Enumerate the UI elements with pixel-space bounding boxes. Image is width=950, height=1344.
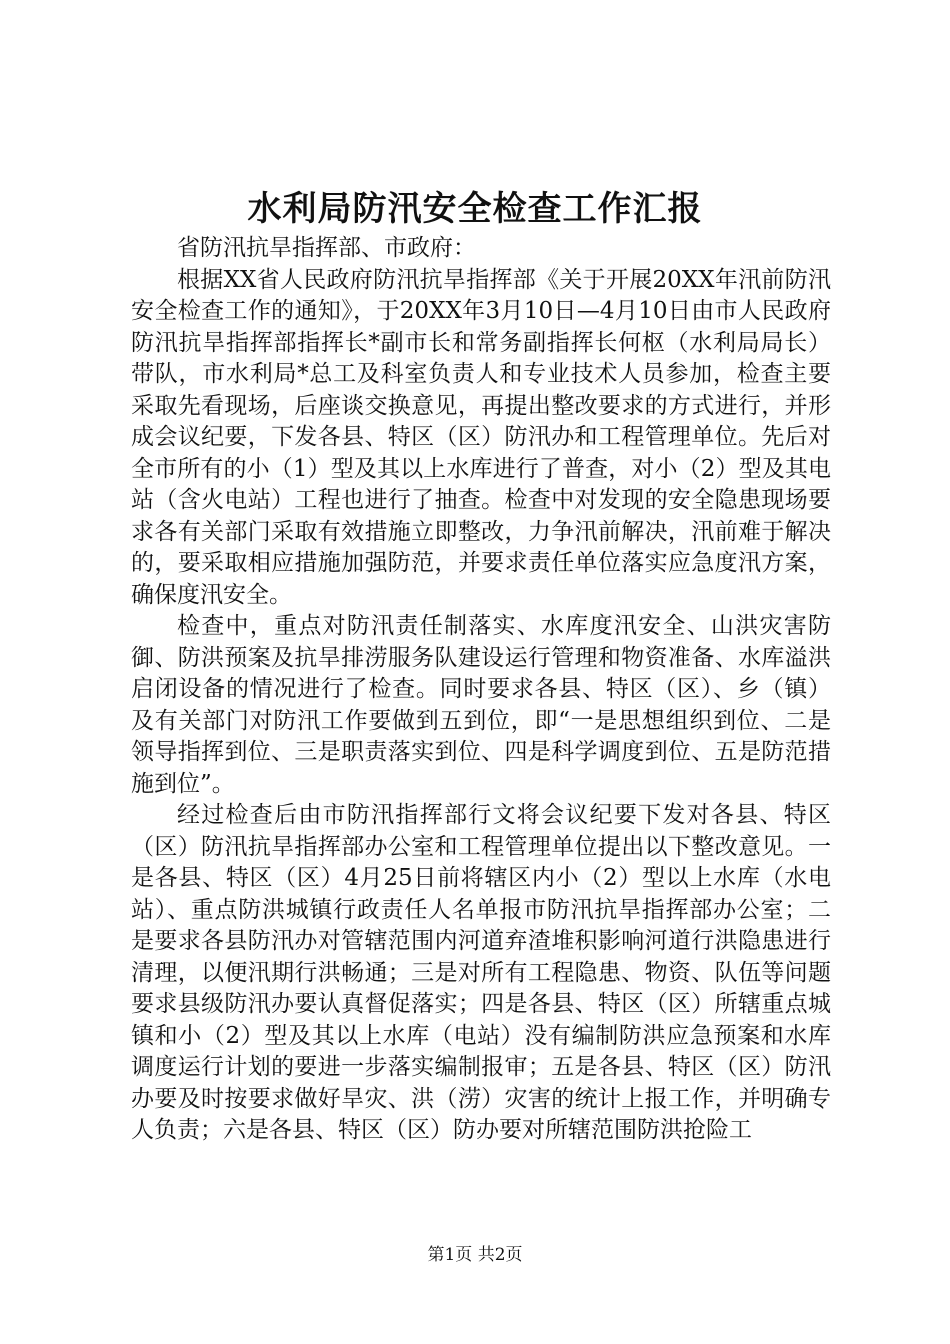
paragraph-1: 根据XX省人民政府防汛抗旱指挥部《关于开展20XX年汛前防汛安全检查工作的通知》，于20XX年3月10日—4月10日由市人民政府防汛抗旱指挥部指挥长*副市长和常务副指挥长何枢（水利局局长）带队，市水利局*总工及科室负责人和专业技术人员参加，检查主要采取先看现场，后座谈交换意见，再提出整改要求的方式进行，并形成会议纪要，下发各县、特区（区）防汛办和工程管理单位。先后对全市所有的小（1）型及其以上水库进行了普查，对小（2）型及其电站（含火电站）工程也进行了抽查。检查中对发现的安全隐患现场要求各有关部门采取有效措施立即整改，力争汛前解决，汛前难于解决的，要采取相应措施加强防范，并要求责任单位落实应急度汛方案，确保度汛安全。: [131, 266, 831, 608]
document-body: [131, 233, 831, 1147]
salutation: 省防汛抗旱指挥部、市政府：: [177, 235, 476, 261]
paragraph-2: 检查中，重点对防汛责任制落实、水库度汛安全、山洪灾害防御、防洪预案及抗旱排涝服务队建设运行管理和物资准备、水库溢洪启闭设备的情况进行了检查。同时要求各县、特区（区）、乡（镇）及有关部门对防汛工作要做到五到位，即“一是思想组织到位、二是领导指挥到位、三是职责落实到位、四是科学调度到位、五是防范措施到位”。: [131, 613, 831, 797]
document-title: 水利局防汛安全检查工作汇报: [247, 189, 703, 229]
page-footer: 第1页 共2页: [427, 1245, 523, 1265]
paragraph-3: 经过检查后由市防汛指挥部行文将会议纪要下发对各县、特区（区）防汛抗旱指挥部办公室和工程管理单位提出以下整改意见。一是各县、特区（区）4月25日前将辖区内小（2）型以上水库（水电站）、重点防洪城镇行政责任人名单报市防汛抗旱指挥部办公室；二是要求各县防汛办对管辖范围内河道弃渣堆积影响河道行洪隐患进行清理，以便汛期行洪畅通；三是对所有工程隐患、物资、队伍等问题要求县级防汛办要认真督促落实；四是各县、特区（区）所辖重点城镇和小（2）型及其以上水库（电站）没有编制防洪应急预案和水库调度运行计划的要进一步落实编制报审；五是各县、特区（区）防汛办要及时按要求做好旱灾、洪（涝）灾害的统计上报工作，并明确专人负责；六是各县、特区（区）防办要对所辖范围防洪抢险工: [131, 802, 831, 1143]
